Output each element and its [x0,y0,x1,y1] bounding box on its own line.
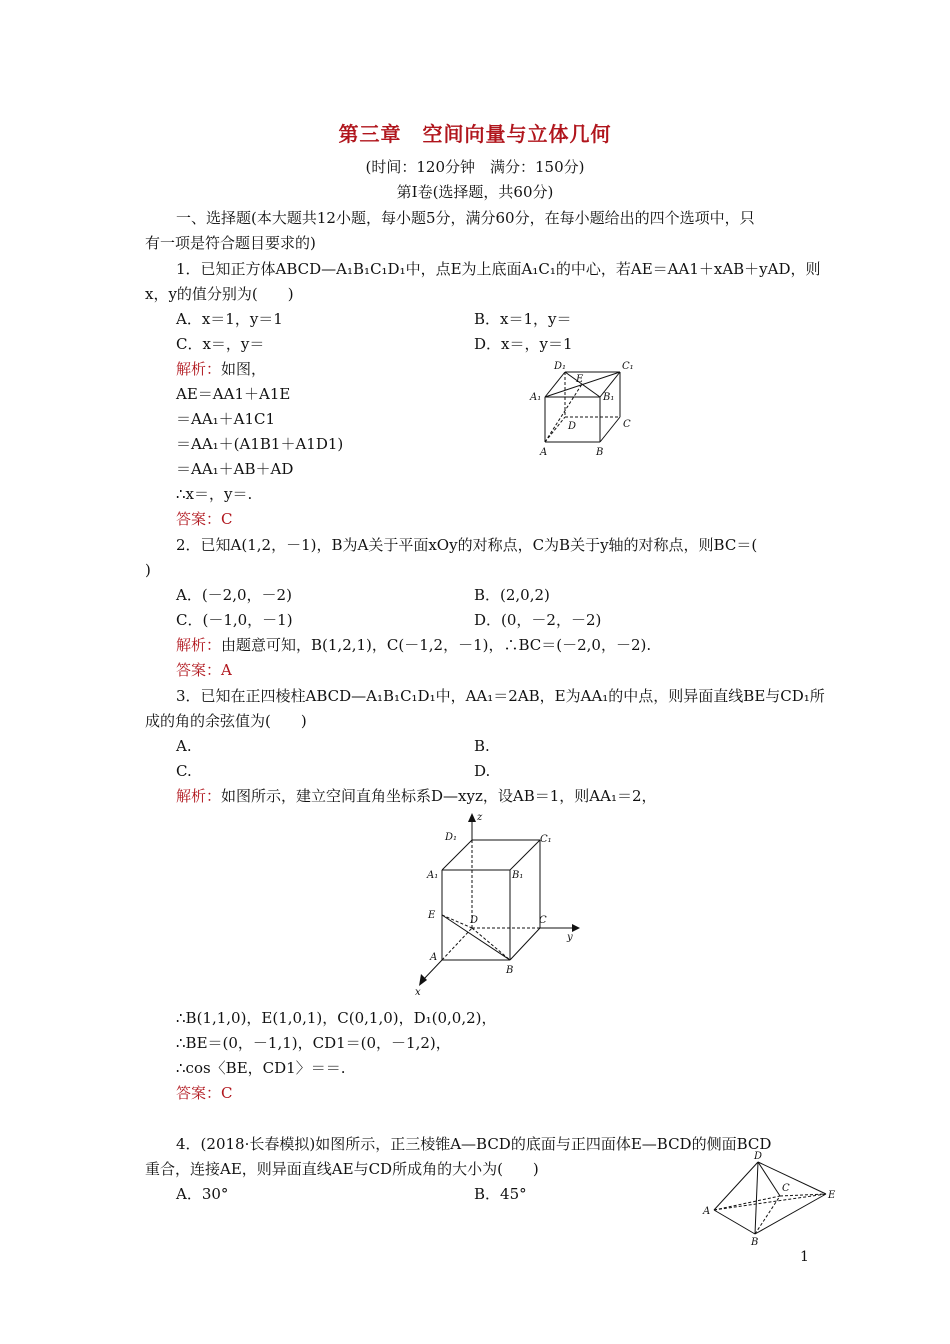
q3-option-d: D. [474,762,491,780]
q1-cube-figure [520,355,640,465]
fig1-label-c1: C₁ [622,361,634,372]
page-number: 1 [800,1249,809,1265]
q3-prism-figure [415,810,595,1000]
fig3-label-e: E [428,910,436,921]
q3-stem-1: 3．已知在正四棱柱ABCD—A₁B₁C₁D₁中，AA₁＝2AB，E为AA₁的中点，则异面直线BE与CD₁所 [176,687,825,705]
instruction-line-1: 一、选择题(本大题共12小题，每小题5分，满分60分，在每小题给出的四个选项中，只 [176,209,755,227]
analysis-label: 解析： [176,787,222,805]
fig3-label-x: x [415,987,421,998]
q4-stem-1: 4．(2018·长春模拟)如图所示，正三棱锥A—BCD的底面与正四面体E—BCD的侧面BCD [176,1135,772,1153]
q1-option-d: D．x＝，y＝1 [474,335,573,353]
fig3-label-c1: C₁ [540,834,552,845]
q3-option-c: C. [176,762,192,780]
q2-stem-2: ) [145,561,151,579]
q3-option-b: B. [474,737,490,755]
q1-option-c: C．x＝，y＝ [176,335,265,353]
q1-analysis-line-5: ＝AA₁＋AB＋AD [176,460,294,478]
q2-option-c: C．(－1,0，－1) [176,611,293,629]
q4-stem-2: 重合，连接AE，则异面直线AE与CD所成角的大小为( ) [145,1160,539,1178]
q2-option-d: D．(0，－2，－2) [474,611,602,629]
q3-analysis [176,786,657,806]
q3-line-2: ∴BE＝(0，－1,1)，CD1＝(0，－1,2)， [176,1034,451,1052]
q2-answer: 答案：A [176,661,232,679]
q2-option-a: A．(－2,0，－2) [176,586,292,604]
fig4-label-d: D [754,1151,763,1162]
fig3-label-d1: D₁ [445,832,458,843]
fig1-label-a: A [540,447,548,458]
q1-analysis-line-6: ∴x＝，y＝. [176,485,253,503]
fig1-label-b: B [596,447,604,458]
analysis-label: 解析： [176,360,222,378]
q4-option-b: B．45° [474,1185,527,1203]
chapter-title: 第三章 空间向量与立体几何 [338,122,612,146]
fig4-label-b: B [751,1237,759,1248]
analysis-text: 由题意可知，B(1,2,1)，C(－1,2，－1)，∴BC＝(－2,0，－2). [221,636,652,654]
fig1-label-d1: D₁ [554,361,567,372]
section-heading: 第Ⅰ卷(选择题，共60分) [396,183,554,201]
q3-line-3: ∴cos〈BE，CD1〉＝＝. [176,1059,346,1077]
analysis-label: 解析： [176,636,222,654]
q1-option-b: B．x＝1，y＝ [474,310,572,328]
exam-meta: (时间：120分钟 满分：150分) [365,158,585,176]
q1-stem-2: x，y的值分别为( ) [145,285,294,303]
q3-stem-2: 成的角的余弦值为( ) [145,712,307,730]
q2-analysis [176,635,651,655]
fig3-label-d: D [470,915,479,926]
q1-answer: 答案：C [176,510,233,528]
q2-stem-1: 2．已知A(1,2，－1)，B为A关于平面xOy的对称点，C为B关于y轴的对称点，则BC＝( [176,536,758,554]
fig1-label-b1: B₁ [603,392,615,403]
fig3-label-b1: B₁ [512,870,524,881]
fig4-label-c: C [782,1183,790,1194]
fig3-label-a: A [430,952,438,963]
q3-line-1: ∴B(1,1,0)，E(1,0,1)，C(0,1,0)，D₁(0,0,2)， [176,1009,497,1027]
q2-option-b: B．(2,0,2) [474,586,550,604]
q1-analysis [176,359,266,379]
fig1-label-d: D [568,421,577,432]
q4-pyramid-figure [700,1148,840,1248]
analysis-text: 如图所示，建立空间直角坐标系D—xyz，设AB＝1，则AA₁＝2， [221,787,657,805]
fig1-label-e: E [576,374,584,385]
fig3-label-c: C [539,915,547,926]
q3-answer: 答案：C [176,1084,233,1102]
q1-analysis-line-3: ＝AA₁＋A1C1 [176,410,276,428]
fig3-label-b: B [506,965,514,976]
fig4-label-a: A [703,1206,711,1217]
q1-analysis-line-4: ＝AA₁＋(A1B1＋A1D1) [176,435,344,453]
fig1-label-c: C [623,419,631,430]
fig1-label-a1: A₁ [530,392,542,403]
fig4-label-e: E [828,1190,836,1201]
q3-option-a: A. [176,737,192,755]
q1-analysis-line-2: AE＝AA1＋A1E [176,385,291,403]
q1-stem-1: 1．已知正方体ABCD—A₁B₁C₁D₁中，点E为上底面A₁C₁的中心，若AE＝AA1＋xAB＋yAD，则 [176,260,821,278]
q1-option-a: A．x＝1，y＝1 [176,310,283,328]
fig3-label-z: z [477,812,483,823]
instruction-line-2: 有一项是符合题目要求的) [145,234,316,252]
fig3-label-y: y [567,932,573,943]
fig3-label-a1: A₁ [427,870,439,881]
analysis-text: 如图， [221,360,267,378]
q4-option-a: A．30° [176,1185,229,1203]
